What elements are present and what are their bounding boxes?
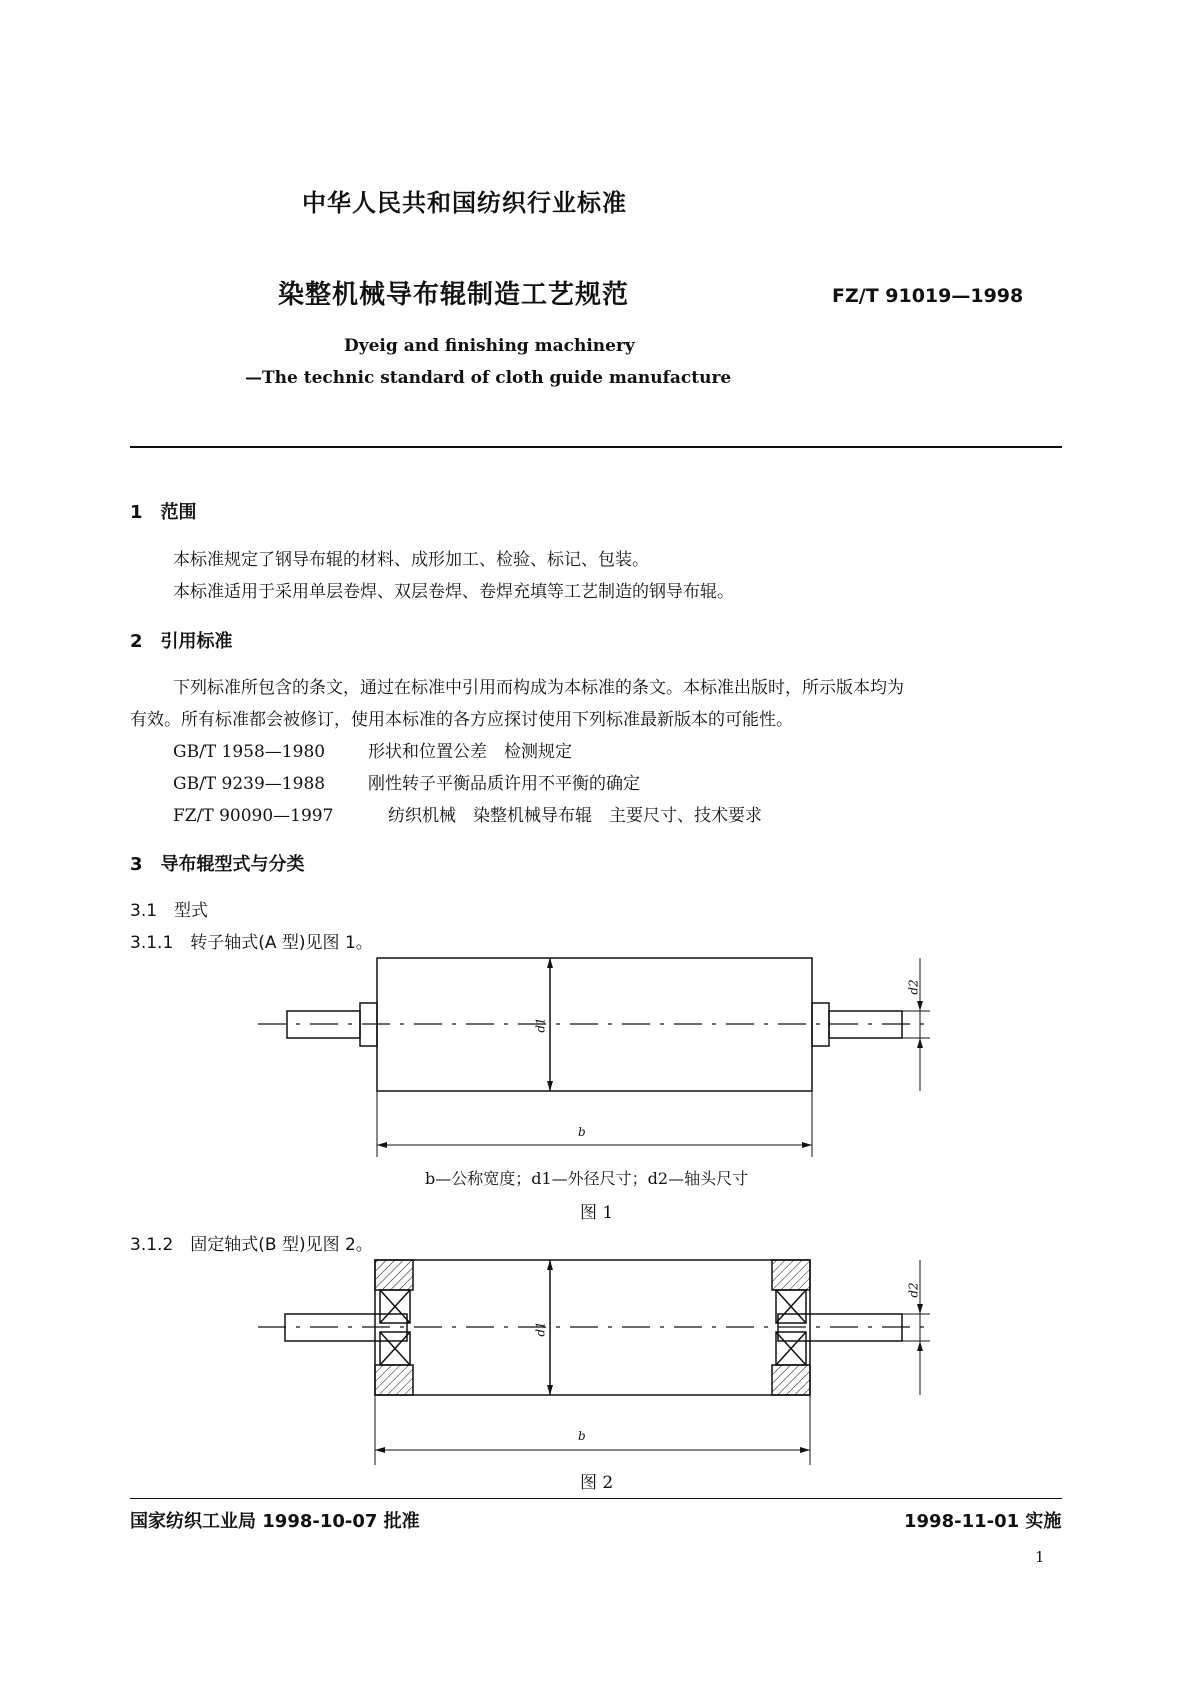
english-title-line2: —The technic standard of cloth guide manufacture — [245, 368, 732, 388]
english-title-line1: Dyeig and finishing machinery — [344, 336, 635, 356]
section-1-heading: 1 范围 — [130, 502, 197, 523]
approval-line: 国家纺织工业局 1998-10-07 批准 — [130, 1511, 420, 1532]
reference-code: GB/T 9239—1988 — [173, 774, 326, 794]
section-3-1-2-heading: 3.1.2 固定轴式(B 型)见图 2。 — [130, 1235, 373, 1255]
section-1-paragraph-2: 本标准适用于采用单层卷焊、双层卷焊、卷焊充填等工艺制造的钢导布辊。 — [173, 582, 734, 602]
figure-1-d2-label: d2 — [906, 979, 921, 995]
standard-code: FZ/T 91019—1998 — [832, 285, 1024, 307]
page-number: 1 — [1035, 1548, 1045, 1566]
figure-1-legend: b—公称宽度；d1—外径尺寸；d2—轴头尺寸 — [425, 1169, 749, 1188]
reference-item — [173, 801, 762, 826]
reference-code: FZ/T 90090—1997 — [173, 806, 334, 826]
section-2-paragraph-line-2: 有效。所有标准都会被修订，使用本标准的各方应探讨使用下列标准最新版本的可能性。 — [130, 710, 793, 730]
reference-title: 形状和位置公差 检测规定 — [368, 742, 572, 762]
figure-2-d2-label: d2 — [906, 1282, 921, 1298]
figure-2-b-label: b — [578, 1429, 586, 1443]
reference-item — [173, 769, 640, 794]
reference-item — [173, 737, 572, 762]
figure-1-d1-label: d1 — [533, 1017, 548, 1033]
figure-1-b-label: b — [578, 1125, 586, 1139]
figure-1-caption: 图 1 — [580, 1203, 614, 1223]
document-title: 染整机械导布辊制造工艺规范 — [278, 280, 630, 310]
section-1-paragraph-1: 本标准规定了钢导布辊的材料、成形加工、检验、标记、包装。 — [173, 550, 649, 570]
reference-title: 刚性转子平衡品质许用不平衡的确定 — [368, 774, 640, 794]
section-3-1-1-heading: 3.1.1 转子轴式(A 型)见图 1。 — [130, 933, 373, 953]
section-3-1-heading: 3.1 型式 — [130, 901, 209, 921]
effective-date: 1998-11-01 实施 — [904, 1511, 1062, 1532]
figure-2-caption: 图 2 — [580, 1473, 614, 1493]
section-2-paragraph-line-1: 下列标准所包含的条文，通过在标准中引用而构成为本标准的条文。本标准出版时，所示版本均为 — [173, 678, 904, 698]
reference-code: GB/T 1958—1980 — [173, 742, 326, 762]
section-3-heading: 3 导布辊型式与分类 — [130, 854, 305, 875]
section-2-heading: 2 引用标准 — [130, 631, 233, 652]
footer-divider — [130, 1498, 1062, 1499]
reference-title: 纺织机械 染整机械导布辊 主要尺寸、技术要求 — [388, 806, 762, 826]
figure-2-d1-label: d1 — [533, 1321, 548, 1337]
standard-category: 中华人民共和国纺织行业标准 — [302, 189, 627, 217]
header-divider — [130, 446, 1062, 448]
